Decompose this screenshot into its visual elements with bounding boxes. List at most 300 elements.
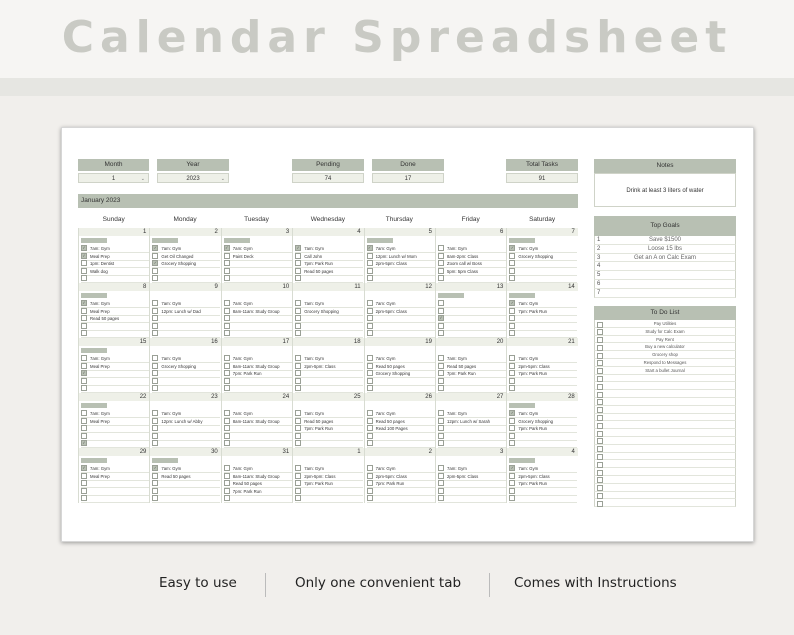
task-text[interactable]: 2pm-5pm: Class: [518, 363, 550, 369]
checkbox[interactable]: [438, 385, 444, 391]
checkbox[interactable]: [295, 355, 301, 361]
chevron-down-icon[interactable]: ⌄: [140, 176, 145, 182]
checkbox[interactable]: [367, 418, 373, 424]
checkbox[interactable]: [224, 275, 230, 281]
task-text[interactable]: 7am: Gym: [518, 301, 539, 306]
checkbox[interactable]: [597, 454, 603, 460]
checkbox[interactable]: [81, 355, 87, 361]
task-text[interactable]: 7am: Gym: [447, 466, 467, 471]
task-text[interactable]: 7am: Gym: [304, 301, 325, 306]
day-cell[interactable]: [364, 393, 435, 448]
checkbox[interactable]: [438, 433, 444, 439]
task-text[interactable]: 7am: Gym: [447, 356, 467, 361]
checkbox[interactable]: [597, 423, 603, 429]
checkbox[interactable]: [438, 488, 444, 494]
checkbox[interactable]: [367, 330, 373, 336]
task-text[interactable]: Read 50 pages: [90, 316, 120, 321]
checkbox[interactable]: [224, 473, 230, 479]
checkbox[interactable]: [367, 323, 373, 329]
task-text[interactable]: 2pm-5pm: Class: [375, 261, 407, 266]
checkbox[interactable]: [224, 330, 230, 336]
task-text[interactable]: Grocery Shopping: [304, 308, 339, 314]
task-text[interactable]: 7am: Gym: [375, 411, 396, 416]
day-cell[interactable]: [221, 283, 292, 338]
checkbox[interactable]: [81, 473, 87, 479]
task-text[interactable]: 7am: Gym: [447, 246, 467, 251]
day-cell[interactable]: [221, 393, 292, 448]
checkbox[interactable]: [295, 465, 301, 471]
checkbox[interactable]: [438, 308, 444, 314]
checkbox[interactable]: [438, 300, 444, 306]
task-text[interactable]: 7am: Gym: [375, 246, 396, 251]
checkbox[interactable]: [509, 315, 515, 321]
checkbox[interactable]: [367, 268, 373, 274]
checked-checkbox[interactable]: ✓: [510, 465, 515, 471]
checkbox[interactable]: [295, 363, 301, 369]
task-text[interactable]: Zoom call w/ Boss: [447, 261, 482, 266]
day-cell[interactable]: [435, 228, 506, 283]
checked-checkbox[interactable]: ✓: [82, 300, 86, 306]
checked-checkbox[interactable]: ✓: [82, 370, 86, 376]
checkbox[interactable]: [152, 275, 158, 281]
checkbox[interactable]: [81, 418, 87, 424]
checked-checkbox[interactable]: ✓: [153, 245, 158, 251]
goal-row[interactable]: [594, 280, 736, 289]
day-cell[interactable]: [292, 448, 363, 503]
checkbox[interactable]: [224, 260, 230, 266]
checkbox[interactable]: [224, 495, 230, 501]
checkbox[interactable]: [597, 337, 603, 343]
checkbox[interactable]: [597, 360, 603, 366]
checkbox[interactable]: [438, 465, 444, 471]
checkbox[interactable]: [597, 415, 603, 421]
task-text[interactable]: 7am: Gym: [232, 466, 253, 471]
todo-row[interactable]: [594, 499, 736, 507]
checkbox[interactable]: [509, 440, 515, 446]
day-cell[interactable]: [292, 338, 363, 393]
task-text[interactable]: 7am: Gym: [161, 411, 182, 416]
checkbox[interactable]: [438, 495, 444, 501]
task-text[interactable]: Meal Prep: [90, 308, 110, 314]
checkbox[interactable]: [152, 425, 158, 431]
checkbox[interactable]: [295, 440, 301, 446]
task-text[interactable]: 8am-2pm: Class: [447, 253, 479, 259]
checkbox[interactable]: [597, 477, 603, 483]
task-text[interactable]: 7pm: Park Run: [304, 481, 333, 486]
checkbox[interactable]: [509, 480, 515, 486]
checkbox[interactable]: [224, 355, 230, 361]
checkbox[interactable]: [597, 345, 603, 351]
task-text[interactable]: 7am: Gym: [304, 246, 325, 251]
task-text[interactable]: Meal Prep: [90, 363, 110, 369]
task-text[interactable]: 7am: Gym: [90, 356, 110, 361]
checkbox[interactable]: [509, 473, 515, 479]
task-text[interactable]: 8am-11am: Study Group: [232, 308, 280, 314]
checkbox[interactable]: [509, 378, 515, 384]
checkbox[interactable]: [224, 308, 230, 314]
checkbox[interactable]: [224, 323, 230, 329]
todo-row[interactable]: [594, 468, 736, 476]
day-cell[interactable]: [78, 283, 149, 338]
checkbox[interactable]: [295, 425, 301, 431]
checkbox[interactable]: [81, 363, 87, 369]
checkbox[interactable]: [597, 392, 603, 398]
goal-row[interactable]: [594, 289, 736, 298]
task-text[interactable]: 7pm: Park Run: [375, 481, 405, 486]
checkbox[interactable]: [597, 329, 603, 335]
checked-checkbox[interactable]: ✓: [82, 440, 86, 446]
todo-row[interactable]: [594, 437, 736, 445]
task-text[interactable]: 7am: Gym: [518, 356, 539, 361]
checkbox[interactable]: [367, 370, 373, 376]
task-text[interactable]: Read 50 pages: [304, 418, 334, 424]
checkbox[interactable]: [295, 385, 301, 391]
checked-checkbox[interactable]: ✓: [367, 245, 372, 251]
checkbox[interactable]: [509, 425, 515, 431]
task-text[interactable]: 12pm: Lunch w/ Dad: [161, 308, 201, 314]
checkbox[interactable]: [224, 268, 230, 274]
checkbox[interactable]: [81, 378, 87, 384]
checkbox[interactable]: [295, 410, 301, 416]
checkbox[interactable]: [509, 418, 515, 424]
task-text[interactable]: Get Oil Changed: [161, 253, 194, 259]
checkbox[interactable]: [152, 488, 158, 494]
task-text[interactable]: 7pm: Park Run: [518, 308, 548, 314]
goal-row[interactable]: [594, 262, 736, 271]
checkbox[interactable]: [367, 488, 373, 494]
day-cell[interactable]: [506, 283, 577, 338]
todo-row[interactable]: [594, 367, 736, 375]
checkbox[interactable]: [438, 268, 444, 274]
task-text[interactable]: 7pm: Park Run: [518, 371, 548, 376]
checkbox[interactable]: [224, 300, 230, 306]
task-text[interactable]: 7am: Gym: [90, 246, 110, 251]
checkbox[interactable]: [509, 488, 515, 494]
checkbox[interactable]: [438, 410, 444, 416]
todo-row[interactable]: [594, 398, 736, 406]
task-text[interactable]: Meal Prep: [90, 253, 110, 259]
checkbox[interactable]: [367, 495, 373, 501]
checkbox[interactable]: [295, 480, 301, 486]
todo-row[interactable]: [594, 320, 736, 328]
goal-row[interactable]: [594, 254, 736, 263]
task-text[interactable]: 7am: Gym: [518, 411, 539, 416]
task-text[interactable]: 7am: Gym: [161, 301, 182, 306]
checkbox[interactable]: [438, 253, 444, 259]
checkbox[interactable]: [81, 495, 87, 501]
checkbox[interactable]: [224, 465, 230, 471]
day-cell[interactable]: [78, 448, 149, 503]
chevron-down-icon[interactable]: ⌄: [220, 176, 225, 182]
checkbox[interactable]: [152, 433, 158, 439]
day-cell[interactable]: [364, 448, 435, 503]
task-text[interactable]: 7pm: Park Run: [232, 371, 262, 376]
day-cell[interactable]: [149, 228, 220, 283]
checkbox[interactable]: [81, 315, 87, 321]
checked-checkbox[interactable]: ✓: [82, 252, 86, 258]
task-text[interactable]: 7am: Gym: [161, 356, 182, 361]
checkbox[interactable]: [367, 410, 373, 416]
task-text[interactable]: 7am: Gym: [375, 356, 396, 361]
checkbox[interactable]: [597, 438, 603, 444]
todo-row[interactable]: [594, 460, 736, 468]
task-text[interactable]: 2pm-5pm: Class: [304, 363, 336, 369]
task-text[interactable]: Meal Prep: [90, 418, 110, 424]
checkbox[interactable]: [152, 480, 158, 486]
day-cell[interactable]: [435, 338, 506, 393]
checkbox[interactable]: [81, 488, 87, 494]
task-text[interactable]: Grocery Shopping: [518, 253, 554, 259]
task-text[interactable]: 12pm: Lunch w/ Abby: [161, 418, 203, 424]
task-text[interactable]: 7am: Gym: [232, 411, 253, 416]
day-cell[interactable]: [292, 393, 363, 448]
checkbox[interactable]: [81, 480, 87, 486]
checkbox[interactable]: [224, 433, 230, 439]
checkbox[interactable]: [152, 300, 158, 306]
checked-checkbox[interactable]: ✓: [439, 315, 443, 321]
day-cell[interactable]: [364, 228, 435, 283]
goal-row[interactable]: [594, 245, 736, 254]
checkbox[interactable]: [224, 363, 230, 369]
checkbox[interactable]: [438, 440, 444, 446]
goal-row[interactable]: [594, 271, 736, 280]
checkbox[interactable]: [509, 308, 515, 314]
checkbox[interactable]: [438, 473, 444, 479]
checkbox[interactable]: [367, 300, 373, 306]
task-text[interactable]: 7am: Gym: [304, 466, 325, 471]
checkbox[interactable]: [509, 355, 515, 361]
checkbox[interactable]: [224, 385, 230, 391]
day-cell[interactable]: [506, 228, 577, 283]
checkbox[interactable]: [81, 260, 87, 266]
checkbox[interactable]: [509, 363, 515, 369]
day-cell[interactable]: [364, 283, 435, 338]
notes-text[interactable]: Drink at least 3 liters of water: [594, 173, 736, 207]
task-text[interactable]: Read 50 pages: [375, 363, 405, 369]
day-cell[interactable]: [292, 228, 363, 283]
todo-row[interactable]: [594, 336, 736, 344]
checkbox[interactable]: [597, 399, 603, 405]
task-text[interactable]: Read 50 pages: [447, 363, 477, 369]
checkbox[interactable]: [597, 407, 603, 413]
checkbox[interactable]: [438, 378, 444, 384]
checkbox[interactable]: [597, 431, 603, 437]
day-cell[interactable]: [506, 448, 577, 503]
task-text[interactable]: 7pm: Park Run: [304, 261, 333, 266]
checkbox[interactable]: [152, 495, 158, 501]
checkbox[interactable]: [81, 425, 87, 431]
checkbox[interactable]: [509, 253, 515, 259]
checkbox[interactable]: [81, 275, 87, 281]
checkbox[interactable]: [597, 368, 603, 374]
day-cell[interactable]: [292, 283, 363, 338]
checkbox[interactable]: [597, 462, 603, 468]
checkbox[interactable]: [509, 370, 515, 376]
checkbox[interactable]: [597, 501, 603, 507]
checkbox[interactable]: [367, 308, 373, 314]
checkbox[interactable]: [438, 245, 444, 251]
task-text[interactable]: 8am-11am: Study Group: [232, 473, 280, 479]
task-text[interactable]: 7am: Gym: [90, 466, 110, 471]
checkbox[interactable]: [367, 355, 373, 361]
checkbox[interactable]: [152, 308, 158, 314]
checkbox[interactable]: [295, 308, 301, 314]
checkbox[interactable]: [295, 323, 301, 329]
checked-checkbox[interactable]: ✓: [82, 245, 86, 251]
checkbox[interactable]: [295, 370, 301, 376]
task-text[interactable]: 7am: Gym: [447, 411, 467, 416]
checkbox[interactable]: [81, 385, 87, 391]
checkbox[interactable]: [152, 410, 158, 416]
checkbox[interactable]: [152, 330, 158, 336]
day-cell[interactable]: [221, 448, 292, 503]
todo-row[interactable]: [594, 445, 736, 453]
checkbox[interactable]: [295, 495, 301, 501]
todo-row[interactable]: [594, 375, 736, 383]
checkbox[interactable]: [295, 260, 301, 266]
checkbox[interactable]: [597, 353, 603, 359]
checkbox[interactable]: [152, 370, 158, 376]
task-text[interactable]: 7am: Gym: [304, 356, 325, 361]
checkbox[interactable]: [597, 322, 603, 328]
checked-checkbox[interactable]: ✓: [510, 245, 515, 251]
goal-row[interactable]: [594, 236, 736, 245]
checkbox[interactable]: [367, 385, 373, 391]
task-text[interactable]: 7am: Gym: [232, 356, 253, 361]
task-text[interactable]: 5pm: 5pm Class: [447, 268, 479, 274]
checked-checkbox[interactable]: ✓: [296, 245, 300, 251]
checkbox[interactable]: [509, 323, 515, 329]
checkbox[interactable]: [438, 330, 444, 336]
checkbox[interactable]: [509, 260, 515, 266]
checkbox[interactable]: [367, 378, 373, 384]
checkbox[interactable]: [295, 473, 301, 479]
checkbox[interactable]: [597, 485, 603, 491]
checkbox[interactable]: [295, 433, 301, 439]
checkbox[interactable]: [438, 355, 444, 361]
task-text[interactable]: Paint Deck: [232, 253, 254, 259]
task-text[interactable]: 7am: Gym: [90, 301, 110, 306]
month-select[interactable]: [78, 173, 149, 183]
task-text[interactable]: 2pm-5pm: Class: [304, 473, 336, 479]
todo-row[interactable]: [594, 484, 736, 492]
checkbox[interactable]: [81, 308, 87, 314]
day-cell[interactable]: [221, 338, 292, 393]
task-text[interactable]: Read 100 Pages: [375, 426, 408, 431]
task-text[interactable]: 7am: Gym: [304, 411, 325, 416]
day-cell[interactable]: [221, 228, 292, 283]
checkbox[interactable]: [438, 363, 444, 369]
checkbox[interactable]: [152, 440, 158, 446]
task-text[interactable]: 8am-11am: Study Group: [232, 363, 280, 369]
task-text[interactable]: 7am: Gym: [90, 411, 110, 416]
day-cell[interactable]: [149, 338, 220, 393]
task-text[interactable]: 2pm-5pm: Class: [518, 473, 550, 479]
day-cell[interactable]: [78, 338, 149, 393]
checkbox[interactable]: [152, 253, 158, 259]
todo-row[interactable]: [594, 382, 736, 390]
checkbox[interactable]: [295, 418, 301, 424]
task-text[interactable]: Meal Prep: [90, 473, 110, 479]
task-text[interactable]: 2pm-5pm: Class: [375, 473, 407, 479]
todo-row[interactable]: [594, 476, 736, 484]
checkbox[interactable]: [224, 480, 230, 486]
day-cell[interactable]: [506, 393, 577, 448]
checkbox[interactable]: [438, 425, 444, 431]
todo-row[interactable]: [594, 343, 736, 351]
checkbox[interactable]: [367, 253, 373, 259]
todo-row[interactable]: [594, 414, 736, 422]
checkbox[interactable]: [597, 470, 603, 476]
checkbox[interactable]: [224, 315, 230, 321]
checkbox[interactable]: [152, 363, 158, 369]
checkbox[interactable]: [367, 260, 373, 266]
task-text[interactable]: 7am: Gym: [232, 301, 253, 306]
checked-checkbox[interactable]: ✓: [153, 260, 158, 266]
checkbox[interactable]: [81, 268, 87, 274]
checkbox[interactable]: [224, 425, 230, 431]
checkbox[interactable]: [152, 378, 158, 384]
checked-checkbox[interactable]: ✓: [82, 465, 86, 471]
todo-row[interactable]: [594, 453, 736, 461]
todo-row[interactable]: [594, 492, 736, 500]
checkbox[interactable]: [597, 384, 603, 390]
checked-checkbox[interactable]: ✓: [510, 300, 515, 306]
task-text[interactable]: 7am: Gym: [161, 246, 182, 251]
checkbox[interactable]: [438, 260, 444, 266]
checkbox[interactable]: [509, 385, 515, 391]
checkbox[interactable]: [152, 268, 158, 274]
day-cell[interactable]: [78, 393, 149, 448]
checkbox[interactable]: [224, 418, 230, 424]
checkbox[interactable]: [509, 433, 515, 439]
task-text[interactable]: Walk dog: [90, 268, 108, 274]
day-cell[interactable]: [435, 283, 506, 338]
year-select[interactable]: [157, 173, 229, 183]
day-cell[interactable]: [149, 393, 220, 448]
task-text[interactable]: 7am: Gym: [518, 246, 539, 251]
day-cell[interactable]: [506, 338, 577, 393]
checkbox[interactable]: [367, 433, 373, 439]
checkbox[interactable]: [224, 378, 230, 384]
checked-checkbox[interactable]: ✓: [510, 410, 515, 416]
task-text[interactable]: Read 50 pages: [232, 481, 262, 486]
task-text[interactable]: 7pm: Park Run: [447, 371, 476, 376]
checkbox[interactable]: [438, 275, 444, 281]
task-text[interactable]: 1pm: Dentist: [90, 261, 115, 266]
checkbox[interactable]: [152, 315, 158, 321]
todo-row[interactable]: [594, 421, 736, 429]
todo-row[interactable]: [594, 351, 736, 359]
checkbox[interactable]: [295, 275, 301, 281]
checkbox[interactable]: [597, 446, 603, 452]
checkbox[interactable]: [152, 418, 158, 424]
checkbox[interactable]: [367, 275, 373, 281]
task-text[interactable]: 7am: Gym: [375, 466, 396, 471]
day-cell[interactable]: [149, 448, 220, 503]
task-text[interactable]: 12pm: Lunch w/ Sarah: [447, 418, 490, 424]
day-cell[interactable]: [364, 338, 435, 393]
checkbox[interactable]: [438, 323, 444, 329]
checkbox[interactable]: [367, 473, 373, 479]
checkbox[interactable]: [295, 253, 301, 259]
task-text[interactable]: Read 50 pages: [304, 268, 334, 274]
checkbox[interactable]: [509, 268, 515, 274]
checkbox[interactable]: [367, 315, 373, 321]
checkbox[interactable]: [224, 253, 230, 259]
checkbox[interactable]: [295, 268, 301, 274]
checkbox[interactable]: [224, 440, 230, 446]
